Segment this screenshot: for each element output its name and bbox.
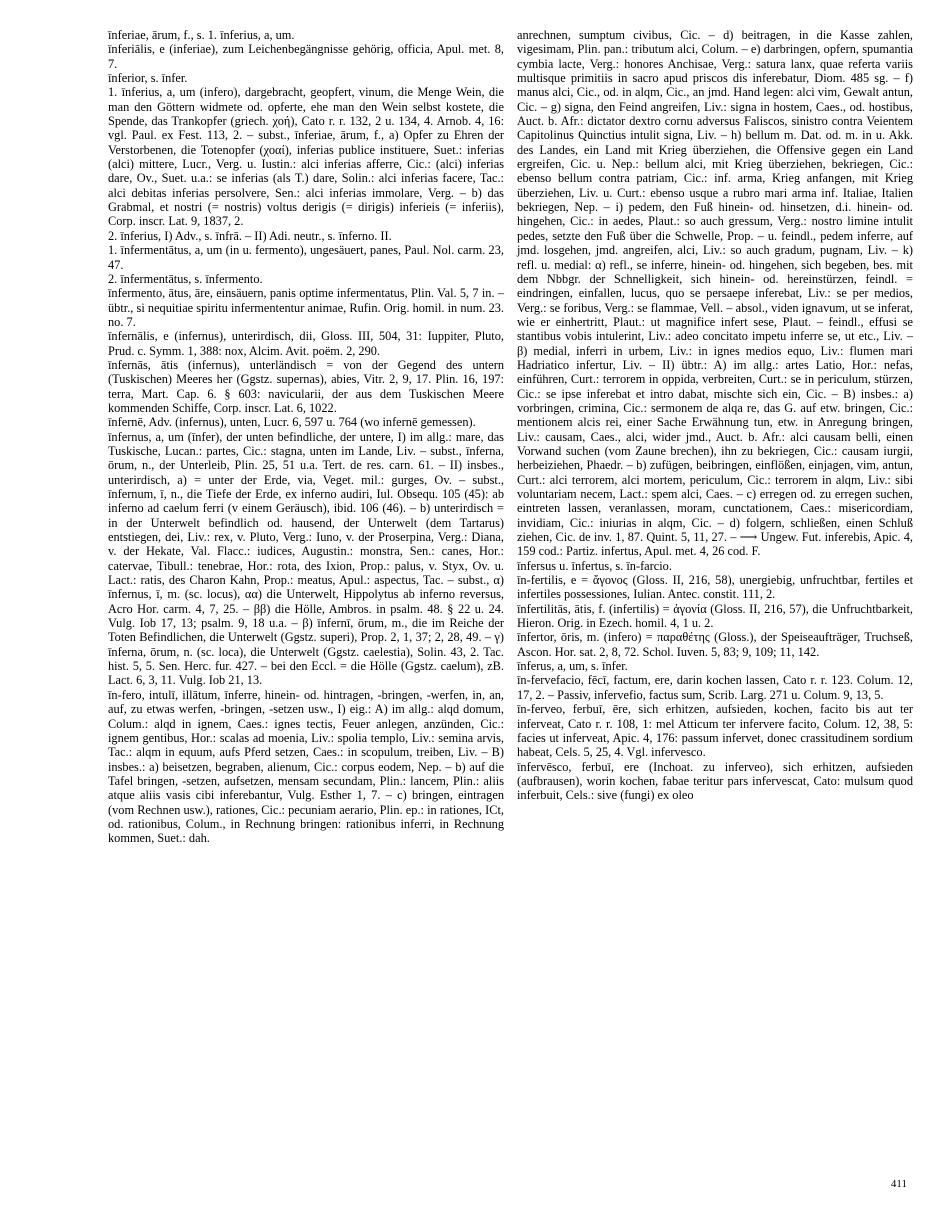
page-number: 411 (890, 1178, 907, 1190)
dictionary-entry: īnfermento, ātus, āre, einsäuern, panis optime infermentatus, Plin. Val. 5, 7 in. – übtr., si nequitiae spiritu infermententur animae, Rufin. Orig. homil. in num. 23. no. 7. (108, 286, 504, 329)
dictionary-entry: 1. īnferius, a, um (infero), dargebracht, geopfert, vinum, die Menge Wein, die man den Göttern widmete od. opferte, ehe man den Wein selbst kostete, die Spende, das Trankopfer (griech. χοή), Cato r. r. 132, 2 u. 134, 4. Arnob. 4, 16: vgl. Paul. ex Fest. 113, 2. – subst., īnferiae, ārum, f., a) Opfer zu Ehren der Verstorbenen, die Totenopfer (χοαί), inferias publice instituere, Suet.: inferias (alci) mittere, Lucr., Verg. u. Iustin.: alci inferias afferre, Cic.: (alci) inferias dare, Ov., Suet. u.a.: se inferias (als T.) dare, Solin.: alci inferias facere, Tac.: alci debitas inferias persolvere, Sen.: alci inferias immolare, Verg. – b) das Grabmal, et nostri (= nostris) voltus derigis (= dirigis) inferieis (= inferiis), Corp. inscr. Lat. 9, 1837, 2. (108, 85, 504, 229)
dictionary-entry: īn-ferveo, ferbuī, ēre, sich erhitzen, aufsieden, kochen, facito bis aut ter inferveat, Cato r. r. 108, 1: mel Atticum ter infervere facito, Colum. 12, 38, 5: facies ut inferveat, Apic. 4, 176: passum infervet, donec crassitudinem sordium habeat, Cels. 5, 25, 4. Vgl. infervesco. (517, 702, 913, 760)
dictionary-entry: anrechnen, sumptum civibus, Cic. – d) beitragen, in die Kasse zahlen, vigesimam, Plin. pan.: tributum alci, Colum. – e) darbringen, opfern, spumantia cymbia lacte, Verg.: honores Anchisae, Verg.: satura lanx, quae referta variis multisque primitiis in sacro apud priscos dis inferebatur, Diom. 485 sg. – f) manus alci, Cic., od. in alqm, Cic., an jmd. Hand legen: alci vim, Gewalt antun, Cic. – g) signa, den Feind angreifen, Liv.: signa in hostem, Caes., od. hostibus, Auct. b. Afr.: dictator dextro cornu adversus Faliscos, sinistro contra Veientem Capitolinus Quinctius intulit signa, Liv. – h) bellum m. Dat. od. m. in u. Akk. des Landes, ein Land mit Krieg überziehen, die Offensive gegen ein Land ergreifen, Cic. u. Nep.: bellum alci, mit Krieg überziehen, bekriegen, Cic.: ebenso bellum contra patriam, Cic.: inf. arma, Krieg anfangen, mit Krieg überziehen, Liv. u. Curt.: ebenso usque a rubro mari arma inf. Italiae, Italien bekriegen, Nep. – i) pedem, den Fuß hinein- od. hinsetzen, d.i. hinein- od. hingehen, Cic.: in aedes, Plaut.: so auch gressum, Verg.: nostro limine intulit pedes, setzte den Fuß über die Schwelle, Prop. – u. feindl., pedem inferre, auf jmd. losgehen, jmd. angreifen, alci, Liv.: so auch gradum, pugnam, Liv. – k) refl. u. medial: α) refl., se inferre, hinein- od. hingehen, sich begeben, bes. mit dem Nbbgr. der Schnelligkeit, sich hinein- od. hereinstürzen, feindl. = eindringen, einfallen, lucus, quo se persaepe inferebat, Liv.: se per medios, Verg.: se foribus, Verg.: se flammae, Vell. – absol., viden ignavum, ut se inferat, wie er einhertritt, Plaut.: ut magnifice infert sese, Plaut. – feindl., effusi se stantibus vobis intulerint, Liv.: adeo concitato impetu inferre se, ut etc., Liv. – β) medial, inferri in urbem, Liv.: in ignes medios equo, Liv.: flumen mari Hadriatico infertur, Liv. – II) übtr.: A) im allg.: artes Latio, Hor.: nefas, einführen, Curt.: terrorem in oppida, verbreiten, Curt.: se in periculum, stürzen, Cic.: se ipse inferebat et intro dabat, mischte sich ein, Cic. – B) insbes.: a) vorbringen, crimina, Cic.: sermonem de alqa re, das G. auf etw. bringen, Cic.: mentionem alcis rei, einer Sache Erwähnung tun, etw. in Anregung bringen, Liv.: causam, Caes., alci, wider jmd., Auct. b. Afr.: alci causam belli, einen Vorwand suchen (vom Zaune brechen), ihn zu bekriegen, Cic.: causam iurgii, herbeiziehen, Phaedr. – b) zufügen, beibringen, einflößen, einjagen, vim, antun, Curt.: alci terrorem, alci mortem, periculum, Cic.: terrorem in alqm, Liv.: sibi voluntariam necem, Lact.: spem alci, Caes. – c) erregen od. zu erregen suchen, eintreten lassen, veranlassen, moram, cunctationem, Caes.: misericordiam, invidiam, Cic.: iniurias in alqm, Cic. – d) folgern, schließen, einen Schluß ziehen, Cic. de inv. 1, 87. Quint. 5, 11, 27. – ⟶ Ungew. Fut. inferebis, Apic. 4, 159 cod.: Partiz. infertus, Apul. met. 4, 26 cod. F. (517, 28, 913, 559)
dictionary-entry: īnfernē, Adv. (infernus), unten, Lucr. 6, 597 u. 764 (wo infernē gemessen). (108, 415, 476, 430)
dictionary-entry: īnfersus u. īnfertus, s. īn-farcio. (517, 558, 672, 573)
dictionary-entry: īn-fero, intulī, illātum, īnferre, hinein- od. hintragen, -bringen, -werfen, in, an, auf, zu etwas werfen, -bringen, -setzen usw., I) eig.: A) im allg.: alqd domum, Colum.: alqd in ignem, Caes.: ignes tectis, Feuer anlegen, anzünden, Cic.: ignem gentibus, Hor.: scalas ad moenia, Liv.: spolia templo, Liv.: semina arvis, Tac.: alqm in equum, aufs Pferd setzen, Caes.: in scopulum, treiben, Liv. – B) insbes.: a) beisetzen, begraben, alienum, Cic.: corpus eodem, Nep. – b) auf die Tafel bringen, -setzen, aufsetzen, mensam secundam, Plin.: lancem, Plin.: aliis atque aliis vasis cibi inferebantur, Vulg. Esther 1, 7. – c) bringen, eintragen (vom Rechnen usw.), rationes, Cic.: pecuniam aerario, Plin. ep.: in rationes, ICt, od. rationibus, Colum., in Rechnung bringen: rationibus inferri, in Rechnung kommen, Suet.: dah. (108, 687, 504, 846)
dictionary-entry: īn-fertilis, e = ἄγονος (Gloss. II, 216, 58), unergiebig, unfruchtbar, fertiles et infertiles possessiones, Iulian. Antec. constit. 111, 2. (517, 573, 913, 602)
dictionary-entry: īnferior, s. īnfer. (108, 71, 188, 86)
dictionary-entry: īn-fervefacio, fēcī, factum, ere, darin kochen lassen, Cato r. r. 123. Colum. 12, 17, 2. – Passiv, infervefio, factus sum, Scrib. Larg. 271 u. Colum. 9, 13, 5. (517, 673, 913, 702)
dictionary-entry: 2. īnfermentātus, s. īnfermento. (108, 271, 263, 286)
dictionary-entry: 2. īnferius, I) Adv., s. īnfrā. – II) Adi. neutr., s. īnferno. II. (108, 228, 392, 243)
dictionary-entry: īnferus, a, um, s. īnfer. (517, 659, 628, 674)
dictionary-entry: īnfernus, a, um (īnfer), der unten befindliche, der untere, I) im allg.: mare, das Tuskische, Lucan.: partes, Cic.: stagna, unten im Lande, Liv. – subst., īnferna, ōrum, n., der Unterleib, Plin. 25, 51 u.a. Tert. de res. carn. 61. – II) insbes., unterirdisch, a) = unter der Erde, via, Veget. mil.: gurges, Ov. – subst., īnfernum, ī, n., die Tiefe der Erde, ex inferno audiri, Iul. Obsequ. 105 (45): ab inferno ad caelum ferri (v einem Geräusch), ibid. 106 (46). – b) unterirdisch = in der Unterwelt befindlich od. hausend, der Unterwelt (dem Tartarus) entstiegen, dei, Liv.: rex, v. Pluto, Verg.: Iuno, v. der Proserpina, Verg.: Diana, v. der Hekate, Val. Flacc.: iudices, Augustin.: monstra, Sen.: canes, Hor.: catervae, Tibull.: tenebrae, Hor.: rota, des Ixion, Prop.: palus, v. Styx, Ov. u. Lact.: ratis, des Charon Kahn, Prop.: meatus, Apul.: aspectus, Tac. – subst., α) īnfernus, ī, m. (sc. locus), αα) die Unterwelt, Hippolytus ab inferno reversus, Acro Hor. carm. 4, 7, 25. – ββ) die Hölle, Ambros. in psalm. 48. § 22 u. 24. Vulg. Iob 17, 13; psalm. 9, 18 u.a. – β) īnfernī, ōrum, m., die im Reiche der Toten Befindlichen, die Unterwelt (Ggstz. superi), Prop. 2, 1, 37; 2, 28, 49. – γ) īnferna, ōrum, n. (sc. loca), die Unterwelt (Ggstz. caelestia), Solin. 43, 2. Tac. hist. 5, 5. Sen. Herc. fur. 427. – bei den Eccl. = die Hölle (Ggstz. caelum), zB. Lact. 6, 3, 11. Vulg. Iob 21, 13. (108, 429, 504, 688)
dictionary-entry: īnferiae, ārum, f., s. 1. īnferius, a, um. (108, 28, 295, 42)
dictionary-entry: īnfertor, ōris, m. (infero) = παραθέτης (Gloss.), der Speiseaufträger, Truchseß, Ascon. Hor. sat. 2, 8, 72. Schol. Iuven. 5, 83; 9, 109; 11, 142. (517, 630, 913, 659)
dictionary-entry: īnfervēsco, ferbuī, ere (Inchoat. zu inferveo), sich erhitzen, aufsieden (aufbrausen), worin kochen, fabae teritur pars infervescat, Cato: mulsum quod inferbuit, Cels.: sive (fungi) ex oleo (517, 759, 913, 803)
dictionary-entry: īnferiālis, e (inferiae), zum Leichenbegängnisse gehörig, officia, Apul. met. 8, 7. (108, 42, 504, 71)
left-column (108, 28, 504, 846)
dictionary-entry: 1. īnfermentātus, a, um (in u. fermento), ungesäuert, panes, Paul. Nol. carm. 23, 47. (108, 243, 504, 272)
right-column (517, 28, 913, 803)
dictionary-entry: īnfernās, ātis (infernus), unterländisch = von der Gegend des untern (Tuskischen) Meeres her (Ggstz. supernas), abies, Vitr. 2, 9, 17. Plin. 16, 197: terra, Mart. Cap. 6. § 603: navicularii, der aus dem Tuskischen Meere kommenden Schiffe, Corp. inscr. Lat. 6, 1022. (108, 357, 504, 415)
dictionary-entry: īnfertilitās, ātis, f. (infertilis) = ἀγονία (Gloss. II, 216, 57), die Unfruchtbarkeit, Hieron. Orig. in Ezech. homil. 4, 1 u. 2. (517, 601, 913, 631)
dictionary-entry: īnfernālis, e (infernus), unterirdisch, dii, Gloss. III, 504, 31: Iuppiter, Pluto, Prud. c. Symm. 1, 388: nox, Alcim. Avit. poëm. 2, 290. (108, 329, 504, 358)
